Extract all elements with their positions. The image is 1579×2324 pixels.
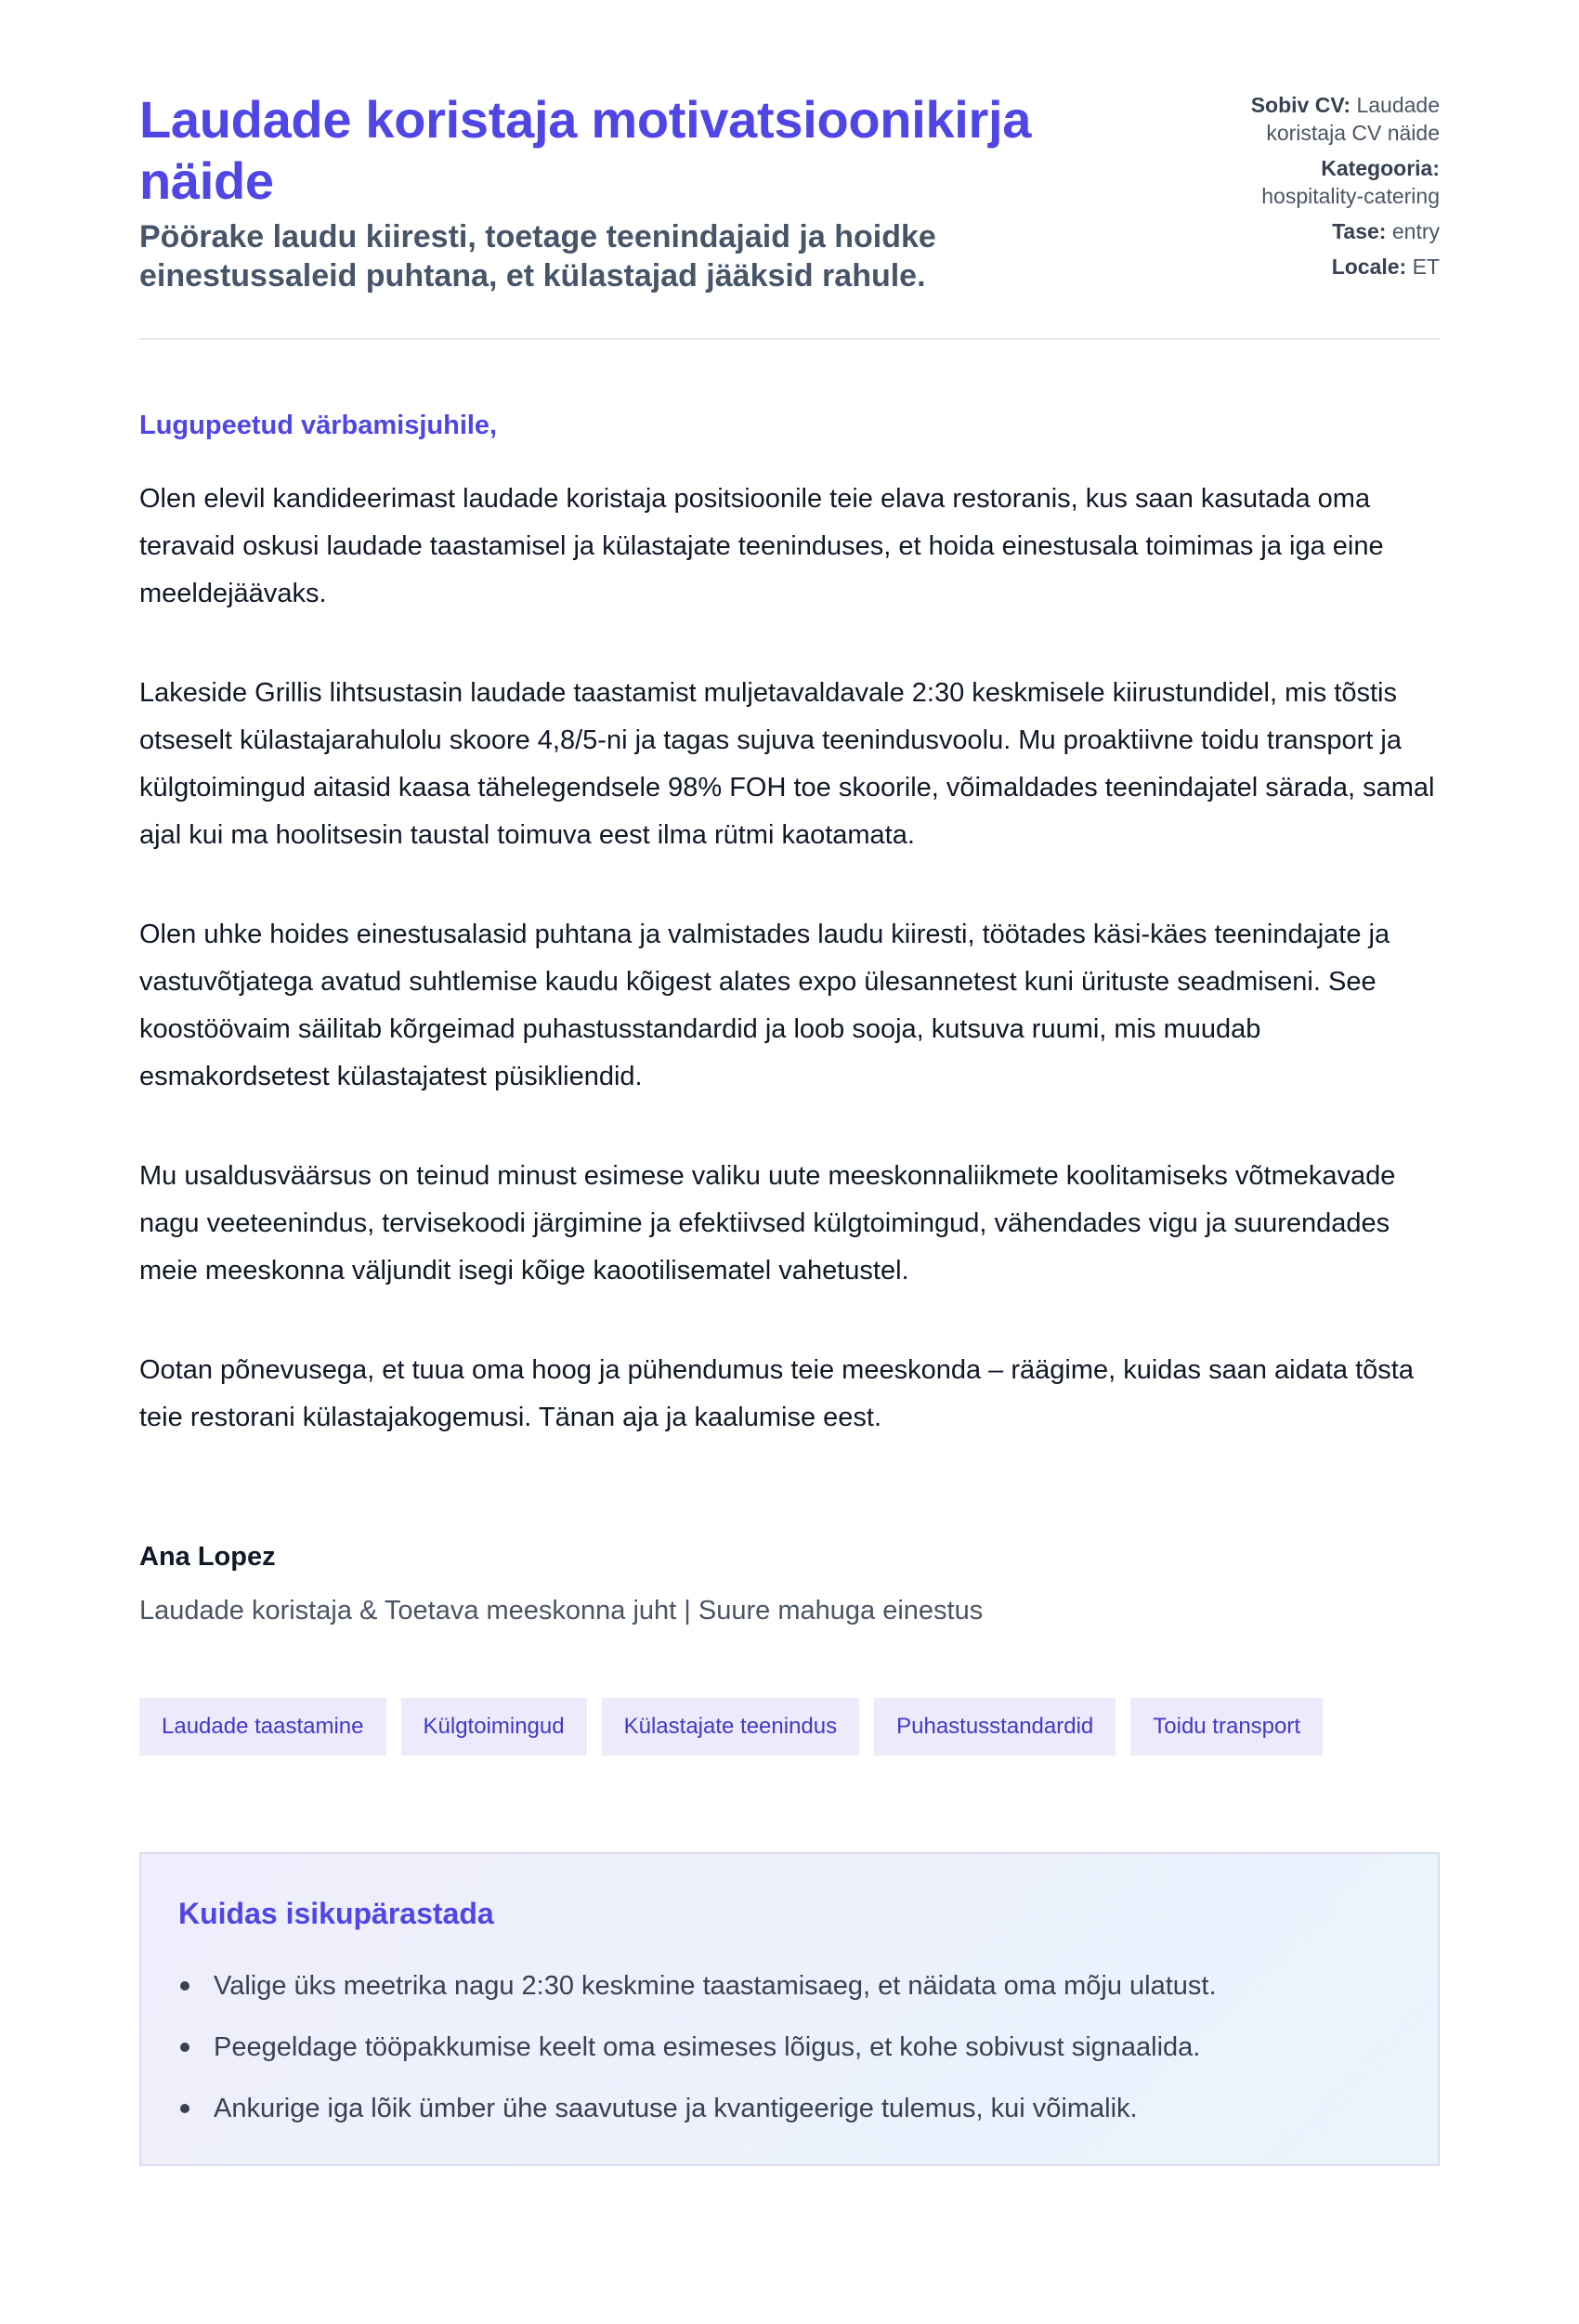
meta-matching-cv: [1217, 91, 1440, 147]
tips-title: Kuidas isikupärastada: [178, 1897, 494, 1930]
tips-list-item: [178, 2029, 1401, 2066]
page-subtitle: Pöörake laudu kiiresti, toetage teenindajaid ja hoidke einestussaleid puhtana, et külastajad jääksid rahule.: [139, 219, 936, 294]
skill-tag: Laudade taastamine: [139, 1698, 386, 1756]
tips-list-item: [178, 1967, 1401, 2004]
bullet-icon: [180, 1981, 189, 1991]
bullet-icon: [180, 2043, 189, 2052]
page-header: [139, 89, 1440, 295]
letter-body: [139, 407, 1440, 1629]
letter-paragraph: Olen elevil kandideerimast laudade koristaja positsioonile teie elava restoranis, kus saan kasutada oma teravaid oskusi laudade taastamisel ja külastajate teeninduses, et hoida einestusala toimimas ja iga eine meeldejäävaks.: [139, 484, 1384, 608]
letter-paragraph: Ootan põnevusega, et tuua oma hoog ja pühendumus teie meeskonda – räägime, kuidas saan aidata tõsta teie restorani külastajakogemusi. Tänan aja ja kaalumise eest.: [139, 1355, 1414, 1432]
salutation: Lugupeetud värbamisjuhile,: [139, 411, 498, 440]
skill-tag: Toidu transport: [1130, 1698, 1323, 1756]
meta-level: [1217, 217, 1440, 245]
tip-text: Valige üks meetrika nagu 2:30 keskmine taastamisaeg, et näidata oma mõju ulatust.: [214, 1971, 1217, 2001]
meta-value: ET: [1412, 255, 1440, 279]
meta-key: Locale:: [1331, 255, 1407, 279]
meta-key: Sobiv CV:: [1250, 93, 1351, 117]
skill-tag: Puhastusstandardid: [874, 1698, 1116, 1756]
letter-paragraph: Olen uhke hoides einestusalasid puhtana ja valmistades laudu kiiresti, töötades käsi-käes teenindajate ja vastuvõtjatega avatud suhtlemise kaudu kõigest alates expo ülesannetest kuni ürituste seadmiseni. See koostöövaim säilitab kõrgeimad puhastusstandardid ja loob sooja, kutsuva ruumi, mis muudab esmakordsetest külastajatest püsikliendid.: [139, 920, 1390, 1091]
tip-text: Ankurige iga lõik ümber ühe saavutuse ja kvantigeerige tulemus, kui võimalik.: [214, 2094, 1138, 2123]
header-divider: [139, 338, 1440, 340]
meta-category: [1217, 154, 1440, 210]
meta-value: hospitality-catering: [1261, 184, 1440, 208]
letter-paragraph: Lakeside Grillis lihtsustasin laudade taastamist muljetavaldavale 2:30 keskmisele kiirustundidel, mis tõstis otseselt külastajarahulolu skoore 4,8/5-ni ja tagas sujuva teenindusvoolu. Mu proaktiivne toidu transport ja külgtoimingud aitasid kaasa tähelegendsele 98% FOH toe skoorile, võimaldades teenindajatel särada, samal ajal kui ma hoolitsesin taustal toimuva eest ilma rütmi kaotamata.: [139, 678, 1435, 850]
bullet-icon: [180, 2104, 189, 2113]
meta-value-matching-cv-link[interactable]: Laudade koristaja CV näide: [1266, 93, 1440, 145]
skill-tag: Külgtoimingud: [401, 1698, 587, 1756]
personalization-tips-box: [139, 1852, 1440, 2166]
tips-list: [178, 1967, 1401, 2127]
letter-paragraph: Mu usaldusväärsus on teinud minust esimese valiku uute meeskonnaliikmete koolitamiseks võtmekavade nagu veeteenindus, tervisekoodi järgimine ja efektiivsed külgtoimingud, vähendades vigu ja suurendades meie meeskonna väljundit isegi kõige kaootilisematel vahetustel.: [139, 1161, 1396, 1286]
meta-value: entry: [1391, 219, 1440, 243]
signature-role: Laudade koristaja & Toetava meeskonna juht | Suure mahuga einestus: [139, 1596, 984, 1625]
skill-tag: Külastajate teenindus: [602, 1698, 860, 1756]
tips-list-item: [178, 2090, 1401, 2127]
meta-panel: [1217, 89, 1440, 288]
tip-text: Peegeldage tööpakkumise keelt oma esimeses lõigus, et kohe sobivust signaalida.: [214, 2032, 1201, 2062]
meta-key: Tase:: [1332, 219, 1387, 243]
meta-locale: [1217, 253, 1440, 281]
page-title: Laudade koristaja motivatsioonikirja näide: [139, 90, 1032, 210]
meta-key: Kategooria:: [1321, 156, 1440, 180]
skill-tags: [139, 1698, 1440, 1756]
header-titles: [139, 89, 1115, 295]
signature-name: Ana Lopez: [139, 1542, 276, 1572]
